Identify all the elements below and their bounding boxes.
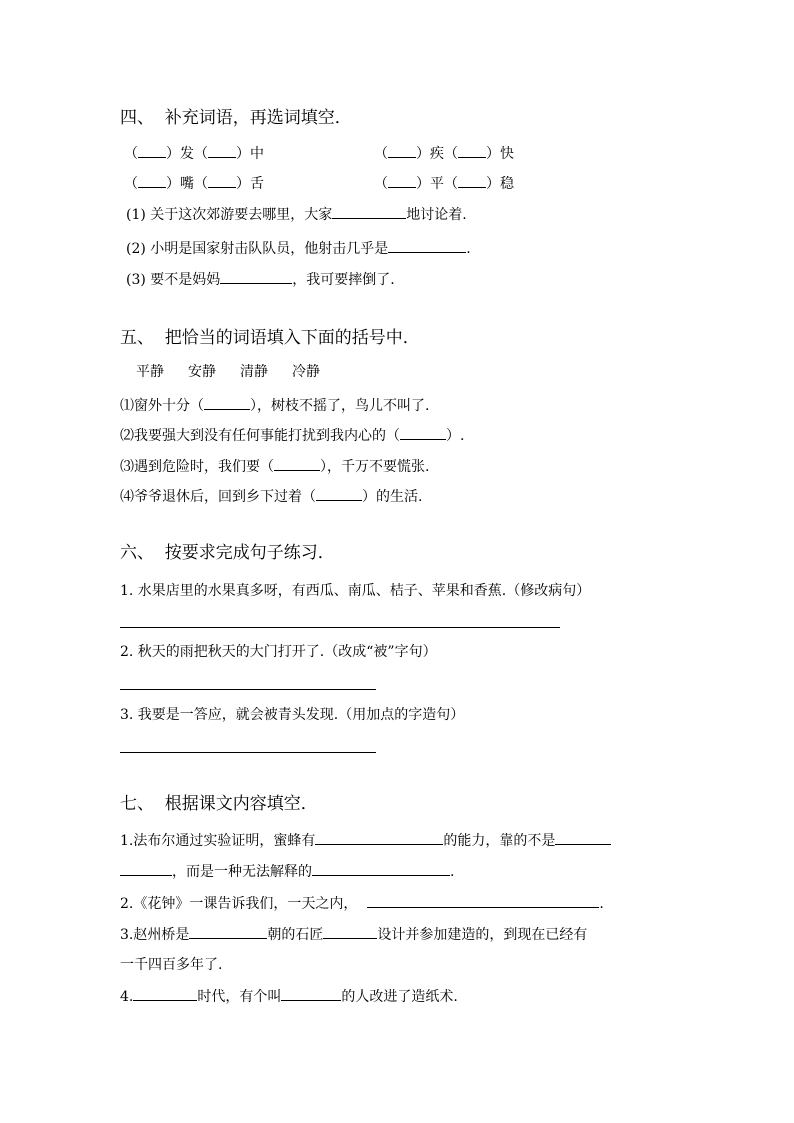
word-pair-3: （ ）嘴（ ）舌 [124, 173, 264, 194]
blank[interactable] [400, 425, 446, 440]
word-pair-4: （ ）平（ ）稳 [374, 173, 514, 194]
s7-question-3: 3.赵州桥是 朝的石匠 设计并参加建造的，到现在已经有 [120, 924, 587, 945]
blank[interactable] [274, 456, 320, 471]
blank[interactable] [388, 143, 416, 158]
answer-line[interactable] [120, 752, 376, 753]
section-5-title: 五、 把恰当的词语填入下面的括号中． [120, 328, 420, 348]
s7-question-1: 1.法布尔通过实验证明，蜜蜂有 的能力，靠的不是 [120, 830, 611, 851]
option-word: 冷静 [292, 364, 320, 380]
option-word: 安静 [188, 364, 216, 380]
section-6-title: 六、 按要求完成句子练习． [120, 543, 335, 563]
word-pair-2: （ ）疾（ ）快 [374, 143, 514, 164]
option-word: 清静 [240, 364, 268, 380]
word-pair-1: （ ）发（ ）中 [124, 143, 264, 164]
s6-question-1: 1. 水果店里的水果真多呀，有西瓜、南瓜、桔子、苹果和香蕉.（修改病句） [120, 583, 591, 599]
blank[interactable] [189, 924, 267, 939]
blank[interactable] [120, 861, 172, 876]
blank[interactable] [133, 986, 197, 1001]
s5-question-4: ⑷爷爷退休后，回到乡下过着（ ）的生活. [120, 486, 422, 507]
answer-line[interactable] [120, 689, 376, 690]
blank[interactable] [204, 395, 250, 410]
s4-question-3: (3) 要不是妈妈 ，我可要摔倒了. [126, 269, 395, 290]
s5-question-3: ⑶遇到危险时，我们要（ ），千万不要慌张. [120, 456, 429, 477]
section-7-title: 七、 根据课文内容填空． [120, 794, 318, 814]
s5-question-1: ⑴窗外十分（ ），树枝不摇了，鸟儿不叫了. [120, 395, 429, 416]
s4-question-2: (2) 小明是国家射击队队员，他射击几乎是 . [126, 238, 471, 259]
s5-question-2: ⑵我要强大到没有任何事能打扰到我内心的（ ）. [120, 425, 464, 446]
section-4-title: 四、 补充词语，再选词填空． [120, 108, 352, 128]
blank[interactable] [316, 486, 362, 501]
word-options [136, 362, 320, 382]
blank[interactable] [323, 924, 377, 939]
s6-question-3: 3. 我要是一答应，就会被青头发现.（用加点的字造句） [120, 707, 465, 723]
blank[interactable] [281, 986, 341, 1001]
blank[interactable] [458, 173, 486, 188]
blank[interactable] [315, 830, 443, 845]
blank[interactable] [208, 143, 236, 158]
blank[interactable] [332, 204, 406, 219]
s7-question-3-cont: 一千四百多年了. [120, 957, 223, 973]
blank[interactable] [388, 238, 466, 253]
blank[interactable] [220, 269, 292, 284]
s6-question-2: 2. 秋天的雨把秋天的大门打开了.（改成“被”字句） [120, 644, 437, 660]
blank[interactable] [555, 830, 611, 845]
s7-question-4: 4. 时代，有个叫 的人改进了造纸术. [120, 986, 458, 1007]
blank[interactable] [367, 893, 599, 908]
blank[interactable] [208, 173, 236, 188]
blank[interactable] [458, 143, 486, 158]
s7-question-2: 2.《花钟》一课告诉我们，一天之内， . [120, 893, 604, 914]
blank[interactable] [312, 861, 450, 876]
answer-line[interactable] [120, 627, 560, 628]
blank[interactable] [388, 173, 416, 188]
blank[interactable] [138, 173, 166, 188]
blank[interactable] [138, 143, 166, 158]
s7-question-1-cont: ，而是一种无法解释的 . [120, 861, 454, 882]
option-word: 平静 [136, 364, 164, 380]
s4-question-1: (1) 关于这次郊游要去哪里，大家 地讨论着. [126, 204, 467, 225]
